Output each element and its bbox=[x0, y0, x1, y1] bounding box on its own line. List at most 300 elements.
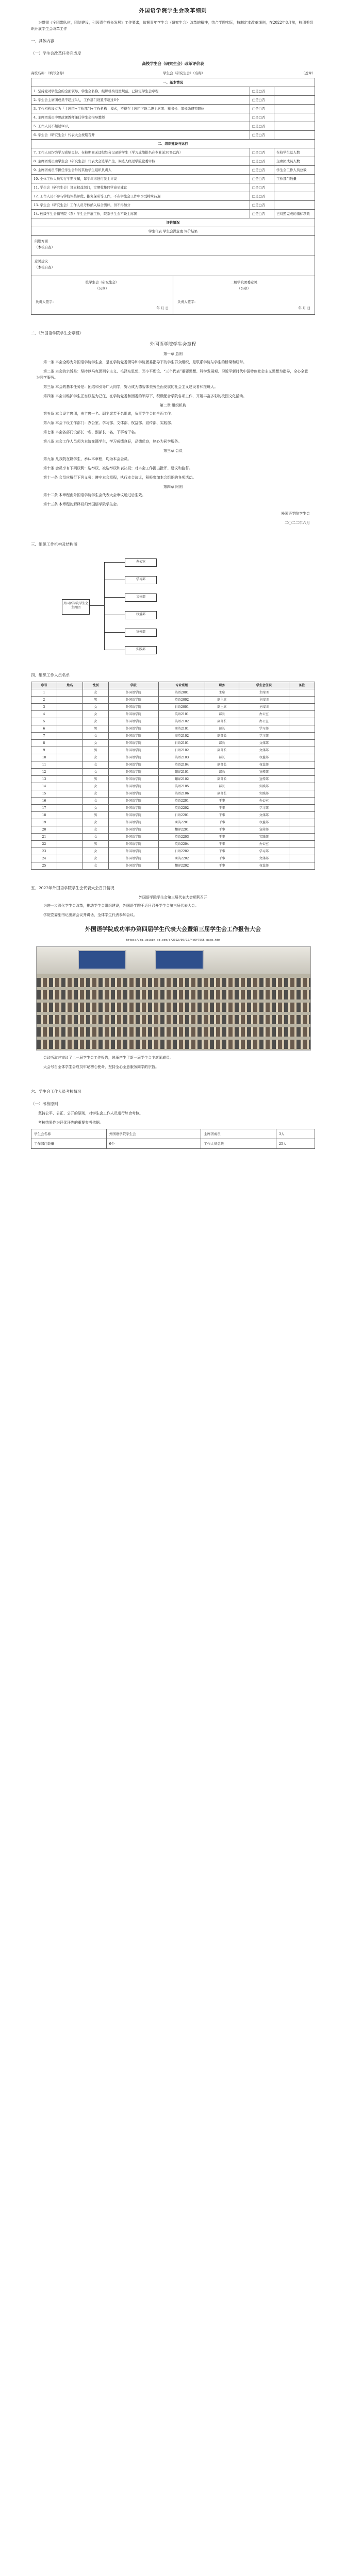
summary-table bbox=[31, 1129, 315, 1149]
charter-chapter-4: 第四章 附则 bbox=[163, 485, 183, 489]
member-cell bbox=[57, 841, 83, 848]
member-cell bbox=[57, 761, 83, 769]
member-cell: 外国语学院 bbox=[108, 826, 158, 834]
member-cell bbox=[57, 783, 83, 790]
member-cell: 外国语学院 bbox=[108, 704, 158, 711]
table-row bbox=[31, 754, 315, 761]
org-dept: 文体部 bbox=[125, 594, 157, 602]
member-cell bbox=[57, 740, 83, 747]
basic-checkbox[interactable]: □是□否 bbox=[250, 131, 274, 140]
member-cell: 副主席 bbox=[205, 697, 239, 704]
table-row bbox=[31, 733, 315, 740]
member-cell: 男 bbox=[83, 841, 108, 848]
member-cell: 干事 bbox=[205, 819, 239, 826]
table-row bbox=[31, 848, 315, 855]
org-checkbox[interactable]: □是□否 bbox=[250, 210, 274, 218]
member-cell: 12 bbox=[31, 769, 57, 776]
org-checkbox[interactable]: □是□否 bbox=[250, 192, 274, 201]
member-cell: 翻译2101 bbox=[159, 769, 205, 776]
member-cell: 外国语学院 bbox=[108, 862, 158, 870]
table-row bbox=[31, 704, 315, 711]
member-cell bbox=[57, 812, 83, 819]
member-cell: 宣传部 bbox=[239, 776, 289, 783]
table-row bbox=[31, 122, 315, 131]
basic-checkbox[interactable]: □是□否 bbox=[250, 87, 274, 96]
table-row bbox=[31, 826, 315, 834]
member-cell: 日语2102 bbox=[159, 747, 205, 754]
basic-item: 3. 工作机构设立为「主席团+工作部门+工作机构」模式，不得在主席团下设二级主席团、秘书长、部长助理等职位 bbox=[31, 105, 250, 113]
news-url[interactable]: https://mp.weixin.qq.com/s/2022/06/12/4a6f7555-page.htm bbox=[126, 939, 220, 942]
meeting-photo bbox=[36, 946, 311, 1050]
charter-article: 第十一条 会员应履行下列义务：遵守本会章程，执行本会决议，积极参加本会组织的各项活动。 bbox=[43, 476, 196, 480]
assess-para-1: 坚持公平、公正、公开的原则，对学生会工作人员进行综合考核。 bbox=[38, 1111, 143, 1115]
org-checkbox[interactable]: □是□否 bbox=[250, 157, 274, 166]
charter-chapter-2-body bbox=[36, 411, 310, 445]
table-row bbox=[31, 783, 315, 790]
member-cell: 英语2102 bbox=[159, 718, 205, 725]
opinion-box bbox=[31, 256, 315, 276]
member-cell: 英语2106 bbox=[159, 790, 205, 798]
member-cell: 主席团 bbox=[239, 697, 289, 704]
member-col-header: 序号 bbox=[31, 682, 57, 689]
member-col-header: 专业班级 bbox=[159, 682, 205, 689]
table-row bbox=[31, 201, 315, 210]
member-cell bbox=[289, 819, 315, 826]
section-1-heading: 一、具体内容 bbox=[31, 39, 54, 43]
member-cell: 女 bbox=[83, 790, 108, 798]
member-cell: 5 bbox=[31, 718, 57, 725]
member-cell: 英语2105 bbox=[159, 783, 205, 790]
basic-note bbox=[274, 122, 315, 131]
table-row bbox=[31, 725, 315, 733]
news-para-1: 为进一步深化学生会改革，推动学生会组织建设，外国语学院于近日召开学生会第三届代表大会。 bbox=[43, 904, 199, 908]
member-cell: 25 bbox=[31, 862, 57, 870]
member-cell: 干事 bbox=[205, 855, 239, 862]
org-item: 11. 学生会（研究生会）设立权益部门，定期收集同学意见建议 bbox=[31, 183, 250, 192]
member-cell: 日语2202 bbox=[159, 848, 205, 855]
member-col-header: 学生会任职 bbox=[239, 682, 289, 689]
org-dept: 宣传部 bbox=[125, 629, 157, 637]
charter-article: 第七条 本会各部门设部长一名、副部长一名，干事若干名。 bbox=[43, 430, 139, 434]
charter-chapter-1-body bbox=[36, 359, 310, 399]
member-cell: 男 bbox=[83, 725, 108, 733]
member-cell: 学习部 bbox=[239, 733, 289, 740]
member-cell: 英语2104 bbox=[159, 761, 205, 769]
basic-item: 5. 工作人员不超过50人 bbox=[31, 122, 250, 131]
member-cell: 外国语学院 bbox=[108, 783, 158, 790]
table-row bbox=[31, 210, 315, 218]
member-cell: 15 bbox=[31, 790, 57, 798]
member-cell bbox=[57, 747, 83, 754]
table-row bbox=[31, 718, 315, 725]
org-checkbox[interactable]: □是□否 bbox=[250, 175, 274, 183]
member-col-header: 职务 bbox=[205, 682, 239, 689]
member-cell: 女 bbox=[83, 834, 108, 841]
member-cell: 副主席 bbox=[205, 704, 239, 711]
member-cell: 女 bbox=[83, 826, 108, 834]
member-table bbox=[31, 682, 315, 870]
member-cell: 商英2101 bbox=[159, 725, 205, 733]
charter bbox=[36, 342, 310, 526]
section-organization: 二、组织建设与运行 bbox=[31, 140, 315, 148]
member-cell: 22 bbox=[31, 841, 57, 848]
table-row bbox=[31, 1129, 315, 1139]
member-cell: 女 bbox=[83, 769, 108, 776]
left-date: 年 月 日 bbox=[156, 306, 169, 310]
member-cell: 女 bbox=[83, 761, 108, 769]
member-cell bbox=[289, 805, 315, 812]
table-row bbox=[31, 711, 315, 718]
member-cell bbox=[57, 848, 83, 855]
section-2-heading: 二、《外国语学院学生会章程》 bbox=[31, 331, 84, 335]
basic-checkbox[interactable]: □是□否 bbox=[250, 96, 274, 105]
member-cell bbox=[289, 711, 315, 718]
member-cell bbox=[289, 783, 315, 790]
member-cell: 女 bbox=[83, 798, 108, 805]
reform-table bbox=[31, 78, 315, 236]
meta-school: 高校名称：（填写全称） bbox=[31, 71, 67, 75]
member-cell bbox=[289, 769, 315, 776]
member-cell: 权益部 bbox=[239, 819, 289, 826]
member-cell: 部长 bbox=[205, 754, 239, 761]
member-cell: 英语2202 bbox=[159, 805, 205, 812]
member-cell bbox=[289, 761, 315, 769]
summary-cell: 6个 bbox=[106, 1139, 201, 1149]
charter-article: 第八条 本会工作人员须为本院在籍学生，学习成绩良好，品德优良，热心为同学服务。 bbox=[43, 439, 182, 444]
table-row bbox=[31, 790, 315, 798]
member-cell: 英语2101 bbox=[159, 711, 205, 718]
table-row bbox=[31, 175, 315, 183]
member-cell: 女 bbox=[83, 848, 108, 855]
member-cell: 女 bbox=[83, 805, 108, 812]
table-row bbox=[31, 855, 315, 862]
table-row bbox=[31, 819, 315, 826]
table-row bbox=[31, 689, 315, 697]
org-checkbox[interactable]: □是□否 bbox=[250, 148, 274, 157]
basic-item: 6. 学生会（研究生会）代表大会按期召开 bbox=[31, 131, 250, 140]
member-cell: 干事 bbox=[205, 826, 239, 834]
member-cell: 副部长 bbox=[205, 790, 239, 798]
charter-article: 第十条 会员享有下列权利：选举权、被选举权和表决权；对本会工作提出批评、建议和监督。 bbox=[43, 466, 193, 470]
member-cell: 部长 bbox=[205, 769, 239, 776]
left-box-title: 校学生会（研究生会） （公章） bbox=[85, 280, 119, 291]
charter-title: 外国语学院学生会章程 bbox=[150, 342, 196, 347]
member-cell: 女 bbox=[83, 689, 108, 697]
charter-sign-org: 外国语学院学生会 bbox=[281, 512, 310, 516]
member-cell bbox=[289, 790, 315, 798]
section-1-subheading: （一）学生会改革任务完成度 bbox=[31, 51, 81, 56]
member-cell: 干事 bbox=[205, 841, 239, 848]
charter-article: 第十三条 本章程的解释权归外国语学院学生会。 bbox=[43, 502, 121, 506]
table-row bbox=[31, 769, 315, 776]
right-sign: 负责人签字： bbox=[177, 300, 197, 304]
member-cell: 办公室 bbox=[239, 718, 289, 725]
summary-cell: 25人 bbox=[276, 1139, 315, 1149]
summary-cell: 主席团成员 bbox=[201, 1129, 276, 1139]
member-cell: 副部长 bbox=[205, 776, 239, 783]
member-cell: 副部长 bbox=[205, 718, 239, 725]
table-row bbox=[31, 747, 315, 754]
org-dept: 学习部 bbox=[125, 576, 157, 584]
member-cell: 英语2103 bbox=[159, 754, 205, 761]
assess-para-2: 考核结果作为评优评先的重要参考依据。 bbox=[38, 1121, 103, 1125]
member-cell bbox=[57, 725, 83, 733]
right-date: 年 月 日 bbox=[298, 306, 310, 310]
member-cell: 干事 bbox=[205, 805, 239, 812]
member-cell bbox=[57, 718, 83, 725]
member-cell: 英语2002 bbox=[159, 697, 205, 704]
summary-cell: 3人 bbox=[276, 1129, 315, 1139]
member-cell: 实践部 bbox=[239, 790, 289, 798]
member-cell bbox=[57, 862, 83, 870]
member-cell: 17 bbox=[31, 805, 57, 812]
section-5-heading: 五、2022年外国语学院学生会代表大会召开情况 bbox=[31, 886, 114, 890]
table-row bbox=[31, 113, 315, 122]
member-cell: 外国语学院 bbox=[108, 733, 158, 740]
member-cell: 11 bbox=[31, 761, 57, 769]
intro-paragraph: 为贯彻《全团带队伍，团结建设，引领青年成长发展》工作要求，依据青年学生会（研究生会）改革的精神，结合学院实际，特制定本改革细则，在2022年8月前，校团委组织开展学生会改革工作 bbox=[31, 21, 314, 31]
member-cell: 干事 bbox=[205, 798, 239, 805]
member-cell bbox=[289, 776, 315, 783]
member-cell bbox=[289, 725, 315, 733]
org-item: 9. 主席团成员不担任学生会外的其他学生组织负责人 bbox=[31, 166, 250, 175]
table-row bbox=[31, 740, 315, 747]
member-cell: 英语2201 bbox=[159, 798, 205, 805]
member-cell: 18 bbox=[31, 812, 57, 819]
member-cell: 翻译2102 bbox=[159, 776, 205, 783]
section-evaluation: 评价情况 bbox=[31, 218, 315, 227]
section-basic: 一、基本情况 bbox=[31, 78, 315, 87]
table-row bbox=[31, 148, 315, 157]
summary-cell: 工作人员总数 bbox=[201, 1139, 276, 1149]
member-cell: 19 bbox=[31, 819, 57, 826]
news-intro: 外国语学院学生会第三届代表大会顺利召开 bbox=[139, 895, 207, 900]
member-cell: 办公室 bbox=[239, 798, 289, 805]
member-cell: 2 bbox=[31, 697, 57, 704]
news-title: 外国语学院成功举办第四届学生代表大会暨第三届学生会工作报告大会 bbox=[85, 926, 261, 933]
member-cell: 实践部 bbox=[239, 834, 289, 841]
org-note: 主席团成员人数 bbox=[274, 157, 315, 166]
document-title: 外国语学院学生会改革细则 bbox=[139, 8, 207, 14]
member-cell bbox=[289, 798, 315, 805]
member-cell: 9 bbox=[31, 747, 57, 754]
signature-left bbox=[31, 276, 173, 314]
news-para-4: 大会号召全体学生会成员牢记初心使命，坚持全心全意服务同学的宗旨。 bbox=[43, 1065, 159, 1069]
member-cell: 13 bbox=[31, 776, 57, 783]
member-cell bbox=[289, 733, 315, 740]
org-checkbox[interactable]: □是□否 bbox=[250, 166, 274, 175]
basic-note bbox=[274, 131, 315, 140]
table-row bbox=[31, 105, 315, 113]
table-row bbox=[31, 798, 315, 805]
table-row bbox=[31, 1139, 315, 1149]
member-cell: 翻译2202 bbox=[159, 862, 205, 870]
member-cell bbox=[57, 790, 83, 798]
section-6-subheading: （一）考核原则 bbox=[31, 1101, 58, 1106]
member-cell bbox=[289, 834, 315, 841]
member-cell: 权益部 bbox=[239, 862, 289, 870]
member-cell: 外国语学院 bbox=[108, 761, 158, 769]
member-cell bbox=[57, 805, 83, 812]
member-cell: 实践部 bbox=[239, 783, 289, 790]
member-cell: 文体部 bbox=[239, 747, 289, 754]
member-cell: 女 bbox=[83, 855, 108, 862]
member-cell: 女 bbox=[83, 754, 108, 761]
member-cell: 外国语学院 bbox=[108, 776, 158, 783]
right-box-title: 二级学院团委意见 （公章） bbox=[230, 280, 257, 291]
member-cell: 文体部 bbox=[239, 855, 289, 862]
org-item: 13. 学生会（研究生会）工作人员考核纳入综合测评，但不得加分 bbox=[31, 201, 250, 210]
member-cell bbox=[289, 855, 315, 862]
member-cell: 外国语学院 bbox=[108, 790, 158, 798]
member-col-header: 备注 bbox=[289, 682, 315, 689]
member-cell: 文体部 bbox=[239, 740, 289, 747]
org-item: 8. 主席团成员由学生会（研究生会）代表大会选举产生，候选人经过学院党委审核 bbox=[31, 157, 250, 166]
member-cell: 女 bbox=[83, 711, 108, 718]
member-cell bbox=[289, 704, 315, 711]
member-cell: 部长 bbox=[205, 725, 239, 733]
member-cell: 日语2001 bbox=[159, 704, 205, 711]
basic-item: 2. 学生会主席团成员不超过3人，工作部门设置不超过6个 bbox=[31, 96, 250, 105]
member-cell: 男 bbox=[83, 697, 108, 704]
member-cell: 宣传部 bbox=[239, 826, 289, 834]
table-row bbox=[31, 96, 315, 105]
member-cell: 男 bbox=[83, 812, 108, 819]
meta-union: 学生会（研究生会）（名称） bbox=[163, 71, 205, 75]
table-row bbox=[31, 862, 315, 870]
member-cell: 翻译2201 bbox=[159, 826, 205, 834]
org-note bbox=[274, 183, 315, 192]
member-cell: 外国语学院 bbox=[108, 819, 158, 826]
member-cell bbox=[57, 776, 83, 783]
org-item: 14. 校级学生会指导院（系）学生会开展工作，院系学生会不设主席团 bbox=[31, 210, 250, 218]
member-cell: 女 bbox=[83, 783, 108, 790]
member-cell: 外国语学院 bbox=[108, 718, 158, 725]
news bbox=[36, 894, 310, 1070]
member-cell: 男 bbox=[83, 747, 108, 754]
member-col-header: 性别 bbox=[83, 682, 108, 689]
table-row bbox=[31, 805, 315, 812]
member-cell: 外国语学院 bbox=[108, 740, 158, 747]
member-cell: 主席 bbox=[205, 689, 239, 697]
member-cell bbox=[57, 826, 83, 834]
basic-checkbox[interactable]: □是□否 bbox=[250, 105, 274, 113]
member-cell: 外国语学院 bbox=[108, 812, 158, 819]
summary-cell: 外国语学院学生会 bbox=[106, 1129, 201, 1139]
member-cell: 部长 bbox=[205, 711, 239, 718]
charter-chapter-2: 第二章 组织机构 bbox=[159, 403, 187, 408]
charter-chapter-1: 第一章 总则 bbox=[163, 352, 183, 356]
org-dept: 权益部 bbox=[125, 611, 157, 619]
member-cell: 学习部 bbox=[239, 848, 289, 855]
member-cell bbox=[57, 855, 83, 862]
member-cell: 副部长 bbox=[205, 733, 239, 740]
member-cell: 权益部 bbox=[239, 754, 289, 761]
opinion-label: 意见建议 bbox=[35, 259, 48, 263]
news-para-3: 会议听取并审议了上一届学生会工作报告，选举产生了新一届学生会主席团成员。 bbox=[43, 1056, 173, 1060]
signature-boxes bbox=[31, 276, 315, 315]
member-cell bbox=[57, 733, 83, 740]
member-cell bbox=[289, 689, 315, 697]
member-cell: 部长 bbox=[205, 783, 239, 790]
member-cell bbox=[289, 754, 315, 761]
member-cell: 学习部 bbox=[239, 725, 289, 733]
member-cell: 女 bbox=[83, 704, 108, 711]
table-row bbox=[31, 166, 315, 175]
member-cell: 干事 bbox=[205, 862, 239, 870]
member-cell bbox=[57, 711, 83, 718]
signature-right bbox=[173, 276, 315, 314]
member-cell: 宣传部 bbox=[239, 769, 289, 776]
basic-checkbox[interactable]: □是□否 bbox=[250, 113, 274, 122]
member-cell: 英语2203 bbox=[159, 834, 205, 841]
member-cell: 文体部 bbox=[239, 812, 289, 819]
member-cell: 外国语学院 bbox=[108, 848, 158, 855]
member-cell: 3 bbox=[31, 704, 57, 711]
charter-article: 第十二条 本章程由外国语学院学生会代表大会审议通过后生效。 bbox=[43, 493, 146, 497]
member-cell: 外国语学院 bbox=[108, 697, 158, 704]
member-cell bbox=[57, 798, 83, 805]
summary-cell: 工作部门数量 bbox=[31, 1139, 107, 1149]
org-note: 已对照完成的指标项数 bbox=[274, 210, 315, 218]
org-note bbox=[274, 192, 315, 201]
member-cell: 外国语学院 bbox=[108, 855, 158, 862]
member-cell: 办公室 bbox=[239, 841, 289, 848]
basic-checkbox[interactable]: □是□否 bbox=[250, 122, 274, 131]
member-cell: 学习部 bbox=[239, 805, 289, 812]
member-cell: 办公室 bbox=[239, 711, 289, 718]
member-cell: 24 bbox=[31, 855, 57, 862]
member-cell: 副部长 bbox=[205, 761, 239, 769]
basic-item: 4. 主席团成员中思政课教师兼任学生会指导教师 bbox=[31, 113, 250, 122]
member-cell: 1 bbox=[31, 689, 57, 697]
reform-table-meta bbox=[31, 70, 315, 76]
member-cell: 商英2102 bbox=[159, 733, 205, 740]
member-cell: 女 bbox=[83, 819, 108, 826]
member-cell: 主席团 bbox=[239, 704, 289, 711]
member-cell: 8 bbox=[31, 740, 57, 747]
document bbox=[0, 0, 346, 1149]
charter-article: 第四条 本会以维护学生正当权益为己任，在学院党委和团委的领导下，积极配合学院各项工作，开展丰富多彩的校园文化活动。 bbox=[43, 394, 247, 398]
member-cell bbox=[289, 862, 315, 870]
member-cell: 6 bbox=[31, 725, 57, 733]
member-cell: 10 bbox=[31, 754, 57, 761]
table-row bbox=[31, 157, 315, 166]
org-note: 工作部门数量 bbox=[274, 175, 315, 183]
basic-note bbox=[274, 113, 315, 122]
section-6-heading: 六、学生会工作人员考核情况 bbox=[31, 1089, 81, 1094]
table-row bbox=[31, 841, 315, 848]
org-item: 12. 工作人员不参与学校评奖评优、推免保研等工作，不在学生会工作中享受特殊待遇 bbox=[31, 192, 250, 201]
member-cell: 干事 bbox=[205, 848, 239, 855]
table-row bbox=[31, 697, 315, 704]
reform-table-title: 高校学生会（研究生会）改革评价表 bbox=[142, 61, 204, 66]
member-cell: 商英2202 bbox=[159, 855, 205, 862]
member-cell: 男 bbox=[83, 776, 108, 783]
member-cell bbox=[57, 704, 83, 711]
member-cell: 部长 bbox=[205, 740, 239, 747]
member-cell: 外国语学院 bbox=[108, 769, 158, 776]
member-cell: 外国语学院 bbox=[108, 711, 158, 718]
org-checkbox[interactable]: □是□否 bbox=[250, 183, 274, 192]
news-para-2: 学院党委副书记出席会议并讲话，全体学生代表参加会议。 bbox=[43, 913, 137, 917]
org-checkbox[interactable]: □是□否 bbox=[250, 201, 274, 210]
table-row bbox=[31, 761, 315, 769]
member-cell: 4 bbox=[31, 711, 57, 718]
member-cell: 女 bbox=[83, 862, 108, 870]
problem-sub: （本校自查） bbox=[35, 245, 55, 249]
org-dept: 实践部 bbox=[125, 646, 157, 654]
